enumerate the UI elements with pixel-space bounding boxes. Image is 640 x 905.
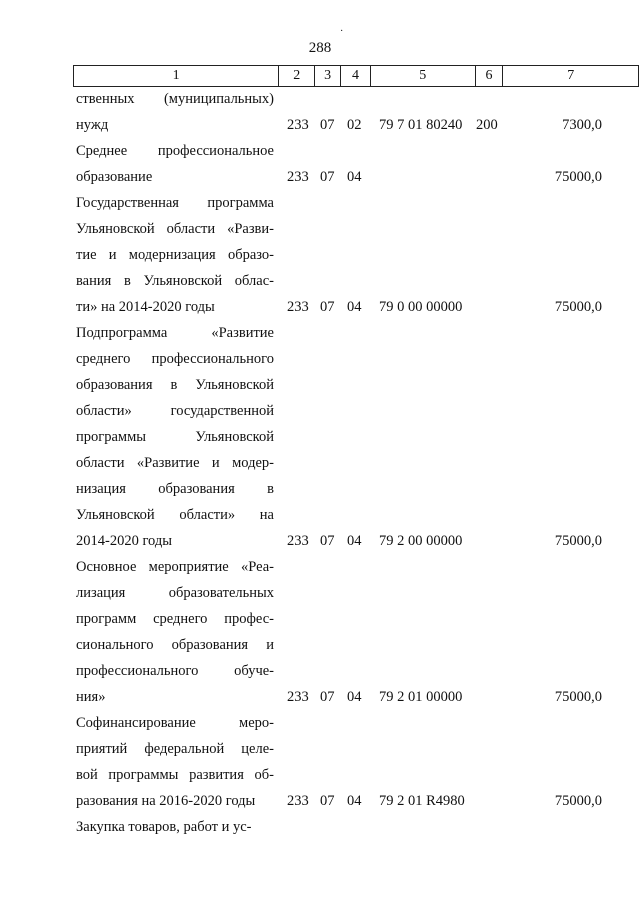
cell-col-3: 07 — [320, 117, 335, 133]
cell-col-7: 75000,0 — [554, 299, 602, 315]
row-name-line: области «Развитие и модер- — [76, 455, 274, 471]
row-name-line: лизация образовательных — [76, 585, 274, 601]
row-name-line: низация образования в — [76, 481, 274, 497]
row-name-line: среднего профессионального — [76, 351, 274, 367]
table-header — [73, 65, 639, 87]
scan-mark: · — [340, 26, 344, 37]
cell-col-2: 233 — [287, 793, 309, 809]
cell-col-4: 04 — [347, 299, 362, 315]
cell-col-2: 233 — [287, 533, 309, 549]
row-name-line: Подпрограмма «Развитие — [76, 325, 274, 341]
cell-col-3: 07 — [320, 533, 335, 549]
row-name-line: программ среднего профес- — [76, 611, 274, 627]
cell-col-5: 79 2 01 R4980 — [379, 793, 465, 809]
cell-col-4: 04 — [347, 169, 362, 185]
row-name-line: образования в Ульяновской — [76, 377, 274, 393]
cell-col-3: 07 — [320, 793, 335, 809]
header-col-4: 4 — [341, 66, 371, 86]
row-name-line: программы Ульяновской — [76, 429, 274, 445]
header-col-6: 6 — [476, 66, 504, 86]
row-name-line: Ульяновской области» на — [76, 507, 274, 523]
row-name-line: 2014-2020 годы — [76, 533, 172, 549]
row-name-line: нужд — [76, 117, 109, 133]
row-name-line: вой программы развития об- — [76, 767, 274, 783]
cell-col-4: 04 — [347, 689, 362, 705]
row-name-line: тие и модернизация образо- — [76, 247, 274, 263]
cell-col-4: 04 — [347, 793, 362, 809]
row-name-line: сионального образования и — [76, 637, 274, 653]
cell-col-5: 79 2 01 00000 — [379, 689, 463, 705]
cell-col-2: 233 — [287, 689, 309, 705]
row-name-line: ственных (муниципальных) — [76, 91, 274, 107]
row-name — [76, 554, 274, 710]
row-name — [76, 86, 274, 138]
cell-col-5: 79 7 01 80240 — [379, 117, 463, 133]
cell-col-5: 79 2 00 00000 — [379, 533, 463, 549]
cell-col-7: 75000,0 — [554, 169, 602, 185]
row-name-line: Государственная программа — [76, 195, 274, 211]
row-name-line: разования на 2016-2020 годы — [76, 793, 256, 809]
row-name-line: образование — [76, 169, 153, 185]
row-name — [76, 190, 274, 320]
header-col-5: 5 — [371, 66, 476, 86]
cell-col-3: 07 — [320, 169, 335, 185]
cell-col-3: 07 — [320, 299, 335, 315]
row-name — [76, 814, 274, 840]
row-name — [76, 710, 274, 814]
row-name-line: Софинансирование меро- — [76, 715, 274, 731]
row-name — [76, 138, 274, 190]
cell-col-7: 75000,0 — [554, 533, 602, 549]
header-col-2: 2 — [279, 66, 315, 86]
cell-col-2: 233 — [287, 169, 309, 185]
row-name-line: области» государственной — [76, 403, 274, 419]
row-name-line: Ульяновской области «Разви- — [76, 221, 274, 237]
cell-col-7: 75000,0 — [554, 793, 602, 809]
cell-col-7: 7300,0 — [562, 117, 602, 133]
row-name-line: вания в Ульяновской облас- — [76, 273, 274, 289]
row-name-line: приятий федеральной целе- — [76, 741, 274, 757]
row-name-line: ния» — [76, 689, 106, 705]
header-col-3: 3 — [315, 66, 341, 86]
header-col-1: 1 — [74, 66, 279, 86]
cell-col-2: 233 — [287, 117, 309, 133]
row-name-line: профессионального обуче- — [76, 663, 274, 679]
cell-col-6: 200 — [476, 117, 498, 133]
cell-col-7: 75000,0 — [554, 689, 602, 705]
header-col-7: 7 — [567, 68, 575, 83]
cell-col-3: 07 — [320, 689, 335, 705]
cell-col-4: 02 — [347, 117, 362, 133]
row-name-line: ти» на 2014-2020 годы — [76, 299, 215, 315]
cell-col-5: 79 0 00 00000 — [379, 299, 463, 315]
row-name-line: Среднее профессиональное — [76, 143, 274, 159]
cell-col-4: 04 — [347, 533, 362, 549]
cell-col-2: 233 — [287, 299, 309, 315]
row-name-line: Закупка товаров, работ и ус- — [76, 819, 252, 835]
page-number: 288 — [308, 40, 332, 56]
row-name-line: Основное мероприятие «Реа- — [76, 559, 274, 575]
row-name — [76, 320, 274, 554]
